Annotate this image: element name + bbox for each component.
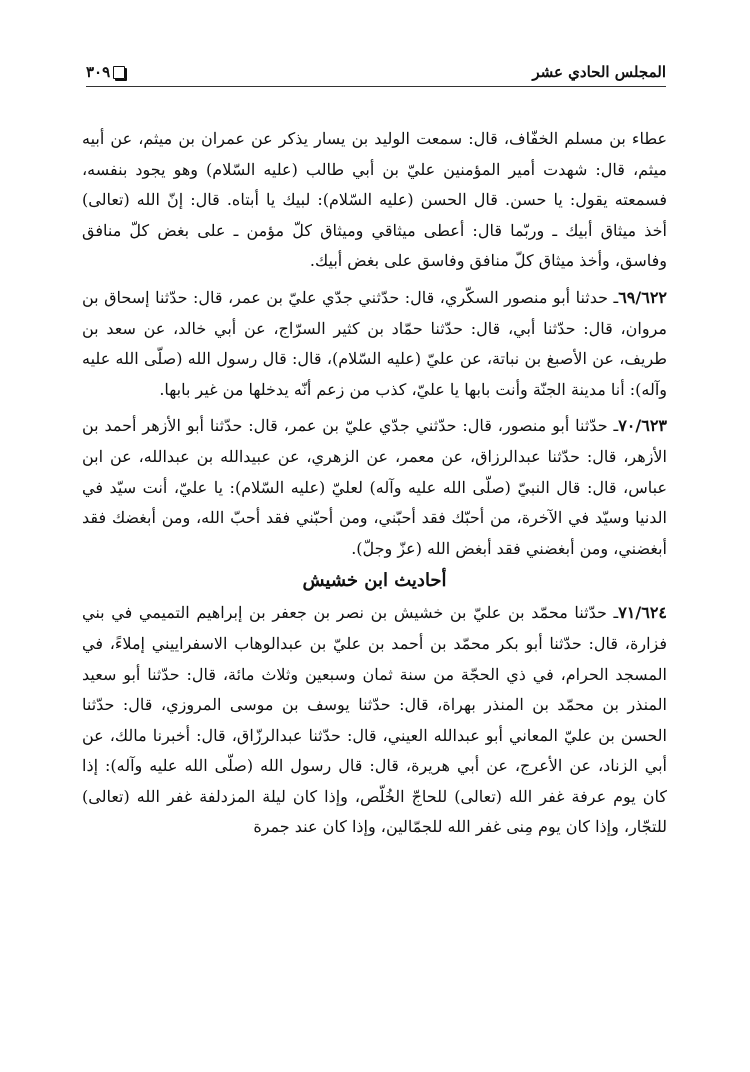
page-number <box>86 63 125 81</box>
page-number-value: ٣٠٩ <box>86 63 111 81</box>
paragraph-text: ـ حدّثنا أبو منصور، قال: حدّثني جدّي عليّ بن عمر، قال: حدّثنا أبو الأزهر أحمد بن الأزهر، قال: حدّثنا عبدالرزاق، عن معمر، عن الزهري، عن عبيدالله بن عبدالله، عن ابن عباس، قال: قال النبيّ (صلّى الله عليه وآله) لعليّ (عليه السّلام): يا عليّ، أنت سيّد في الدنيا وسيّد في الآخرة، من أحبّك فقد أحبّني، ومن أحبّني فقد أحبّ الله، ومن أبغضك فقد أبغضني، ومن أبغضني فقد أبغض الله (عزّ وجلّ). <box>82 416 667 558</box>
hadith-paragraph-622 <box>82 283 667 405</box>
hadith-number: ٧٠/٦٢٣ <box>618 416 667 436</box>
header-divider <box>86 86 666 87</box>
paragraph-text: ـ حدثنا أبو منصور السكّري، قال: حدّثني جدّي عليّ بن عمر، قال: حدّثنا إسحاق بن مروان، قال: حدّثنا أبي، قال: حدّثنا حمّاد بن كثير السرّاج، عن أبي خالد، عن سعد بن طريف، عن الأصبغ بن نباتة، عن عليّ (عليه السّلام)، قال: قال رسول الله (صلّى الله عليه وآله): أنا مدينة الجنّة وأنت بابها يا عليّ، كذب من زعم أنّه يدخلها من غير بابها. <box>82 287 668 399</box>
hadith-paragraph-624 <box>82 598 667 843</box>
page-body <box>82 124 667 843</box>
square-ornament-icon <box>113 66 125 79</box>
hadith-number: ٦٩/٦٢٢ <box>618 287 667 307</box>
running-title: المجلس الحادي عشر <box>532 63 666 81</box>
hadith-number: ٧١/٦٢٤ <box>618 603 667 623</box>
paragraph-continuation <box>82 124 667 277</box>
hadith-paragraph-623 <box>82 411 667 564</box>
paragraph-text: ـ حدّثنا محمّد بن عليّ بن خشيش بن نصر بن جعفر بن إبراهيم التميمي في بني فزارة، قال: حدّثنا أبو بكر محمّد بن أحمد بن عليّ بن عبدالوهاب الاسفراييني إملاءً، في المسجد الحرام، في ذي الحجّة من سنة ثمان وسبعين وثلاث مائة، قال: حدّثنا أبو سعيد المنذر بن محمّد بن المنذر بهراة، قال: حدّثنا يوسف بن موسى المروزي، قال: حدّثنا الحسن بن عليّ المعاني أبو عبدالله العيني، قال: حدّثنا عبدالرزّاق، قال: أخبرنا مالك، عن أبي الزناد، عن الأعرج، عن أبي هريرة، قال: قال رسول الله (صلّى الله عليه وآله): إذا كان يوم عرفة غفر الله (تعالى) للحاجّ الخُلّص، وإذا كان ليلة المزدلفة غفر الله (تعالى) للتجّار، وإذا كان يوم مِنى غفر الله للجمّالين، وإذا كان عند جمرة <box>82 603 667 837</box>
page-header <box>86 57 666 87</box>
paragraph-text: عطاء بن مسلم الخفّاف، قال: سمعت الوليد بن يسار يذكر عن عمران بن ميثم، عن أبيه ميثم، قال: شهدت أمير المؤمنين عليّ بن أبي طالب (عليه السّلام) وهو يجود بنفسه، فسمعته يقول: يا حسن. قال الحسن (عليه السّلام): لبيك يا أبتاه. قال: إنّ الله (تعالى) أخذ ميثاق أبيك ـ وربّما قال: أعطى ميثاقي وميثاق كلّ مؤمن ـ على بغض كلّ منافق وفاسق، وأخذ ميثاق كلّ منافق وفاسق على بغض أبيك. <box>82 129 667 271</box>
section-title: أحاديث ابن خشيش <box>302 570 447 592</box>
